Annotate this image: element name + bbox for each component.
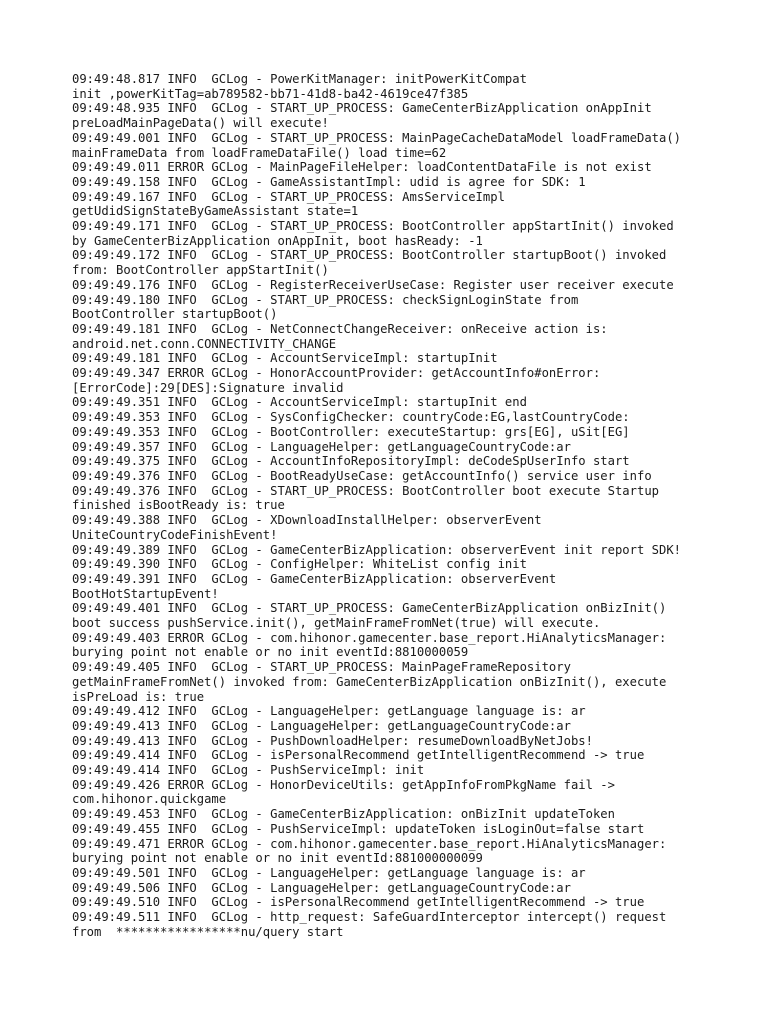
log-line: 09:49:49.391 INFO GCLog - GameCenterBizApplication: observerEvent <box>72 571 557 586</box>
log-line: 09:49:48.935 INFO GCLog - START_UP_PROCESS: GameCenterBizApplication onAppInit <box>72 101 652 116</box>
log-line: 09:49:49.510 INFO GCLog - isPersonalRecommend getIntelligentRecommend -> true <box>72 895 645 910</box>
log-line: 09:49:49.413 INFO GCLog - PushDownloadHelper: resumeDownloadByNetJobs! <box>72 733 593 748</box>
log-line: 09:49:49.167 INFO GCLog - START_UP_PROCESS: AmsServiceImpl <box>72 189 505 204</box>
log-line: getMainFrameFromNet() invoked from: GameCenterBizApplication onBizInit(), execute <box>72 674 667 689</box>
log-line: from: BootController appStartInit() <box>72 263 329 278</box>
log-text-block <box>72 72 732 939</box>
log-line: getUdidSignStateByGameAssistant state=1 <box>72 204 359 219</box>
log-line: 09:49:48.817 INFO GCLog - PowerKitManager: initPowerKitCompat <box>72 72 527 86</box>
log-line: 09:49:49.453 INFO GCLog - GameCenterBizApplication: onBizInit updateToken <box>72 807 615 822</box>
log-line: 09:49:49.176 INFO GCLog - RegisterReceiverUseCase: Register user receiver execute <box>72 277 674 292</box>
log-line: UniteCountryCodeFinishEvent! <box>72 527 278 542</box>
log-line: 09:49:49.351 INFO GCLog - AccountServiceImpl: startupInit end <box>72 395 527 410</box>
log-line: 09:49:49.506 INFO GCLog - LanguageHelper: getLanguageCountryCode:ar <box>72 880 571 895</box>
log-line: by GameCenterBizApplication onAppInit, boot hasReady: -1 <box>72 233 483 248</box>
log-line: isPreLoad is: true <box>72 689 205 704</box>
log-line: 09:49:49.413 INFO GCLog - LanguageHelper: getLanguageCountryCode:ar <box>72 718 571 733</box>
log-line: 09:49:49.347 ERROR GCLog - HonorAccountProvider: getAccountInfo#onError: <box>72 366 601 381</box>
log-line: preLoadMainPageData() will execute! <box>72 116 329 131</box>
log-line: mainFrameData from loadFrameDataFile() load time=62 <box>72 145 447 160</box>
log-line: 09:49:49.172 INFO GCLog - START_UP_PROCESS: BootController startupBoot() invoked <box>72 248 667 263</box>
log-line: boot success pushService.init(), getMainFrameFromNet(true) will execute. <box>72 616 601 631</box>
log-line: BootHotStartupEvent! <box>72 586 219 601</box>
log-line: 09:49:49.181 INFO GCLog - AccountServiceImpl: startupInit <box>72 351 498 366</box>
log-line: 09:49:49.001 INFO GCLog - START_UP_PROCESS: MainPageCacheDataModel loadFrameData() <box>72 130 682 145</box>
log-line: from *****************nu/query start <box>72 924 344 939</box>
log-line: 09:49:49.376 INFO GCLog - START_UP_PROCESS: BootController boot execute Startup <box>72 483 659 498</box>
log-line: 09:49:49.181 INFO GCLog - NetConnectChangeReceiver: onReceive action is: <box>72 321 608 336</box>
log-line: 09:49:49.353 INFO GCLog - SysConfigChecker: countryCode:EG,lastCountryCode: <box>72 410 630 425</box>
log-line: android.net.conn.CONNECTIVITY_CHANGE <box>72 336 337 351</box>
log-line: 09:49:49.414 INFO GCLog - isPersonalRecommend getIntelligentRecommend -> true <box>72 748 645 763</box>
log-line: 09:49:49.412 INFO GCLog - LanguageHelper: getLanguage language is: ar <box>72 704 586 719</box>
log-line: init ,powerKitTag=ab789582-bb71-41d8-ba42-4619ce47f385 <box>72 86 469 101</box>
log-line: 09:49:49.180 INFO GCLog - START_UP_PROCESS: checkSignLoginState from <box>72 292 579 307</box>
log-line: 09:49:49.501 INFO GCLog - LanguageHelper: getLanguage language is: ar <box>72 865 586 880</box>
log-line: 09:49:49.401 INFO GCLog - START_UP_PROCESS: GameCenterBizApplication onBizInit() <box>72 601 667 616</box>
log-line: BootController startupBoot() <box>72 307 278 322</box>
log-line: 09:49:49.388 INFO GCLog - XDownloadInstallHelper: observerEvent <box>72 513 542 528</box>
log-line: burying point not enable or no init eventId:881000000099 <box>72 851 483 866</box>
log-line: [ErrorCode]:29[DES]:Signature invalid <box>72 380 344 395</box>
log-line: 09:49:49.455 INFO GCLog - PushServiceImpl: updateToken isLoginOut=false start <box>72 821 645 836</box>
log-line: com.hihonor.quickgame <box>72 792 227 807</box>
log-line: 09:49:49.011 ERROR GCLog - MainPageFileHelper: loadContentDataFile is not exist <box>72 160 652 175</box>
log-line: 09:49:49.511 INFO GCLog - http_request: SafeGuardInterceptor intercept() request <box>72 910 667 925</box>
log-line: 09:49:49.405 INFO GCLog - START_UP_PROCESS: MainPageFrameRepository <box>72 660 571 675</box>
log-line: 09:49:49.171 INFO GCLog - START_UP_PROCESS: BootController appStartInit() invoked <box>72 219 674 234</box>
log-line: finished isBootReady is: true <box>72 498 285 513</box>
log-line: 09:49:49.390 INFO GCLog - ConfigHelper: WhiteList config init <box>72 557 527 572</box>
log-line: 09:49:49.357 INFO GCLog - LanguageHelper: getLanguageCountryCode:ar <box>72 439 571 454</box>
log-line: 09:49:49.158 INFO GCLog - GameAssistantImpl: udid is agree for SDK: 1 <box>72 174 586 189</box>
log-line: 09:49:49.403 ERROR GCLog - com.hihonor.gamecenter.base_report.HiAnalyticsManager: <box>72 630 667 645</box>
log-line: 09:49:49.376 INFO GCLog - BootReadyUseCase: getAccountInfo() service user info <box>72 468 652 483</box>
log-line: 09:49:49.375 INFO GCLog - AccountInfoRepositoryImpl: deCodeSpUserInfo start <box>72 454 630 469</box>
log-line: 09:49:49.426 ERROR GCLog - HonorDeviceUtils: getAppInfoFromPkgName fail -> <box>72 777 615 792</box>
log-line: 09:49:49.353 INFO GCLog - BootController: executeStartup: grs[EG], uSit[EG] <box>72 424 630 439</box>
log-line: 09:49:49.389 INFO GCLog - GameCenterBizApplication: observerEvent init report SDK! <box>72 542 682 557</box>
log-line: 09:49:49.471 ERROR GCLog - com.hihonor.gamecenter.base_report.HiAnalyticsManager: <box>72 836 667 851</box>
log-line: 09:49:49.414 INFO GCLog - PushServiceImpl: init <box>72 763 425 778</box>
log-line: burying point not enable or no init eventId:8810000059 <box>72 645 469 660</box>
